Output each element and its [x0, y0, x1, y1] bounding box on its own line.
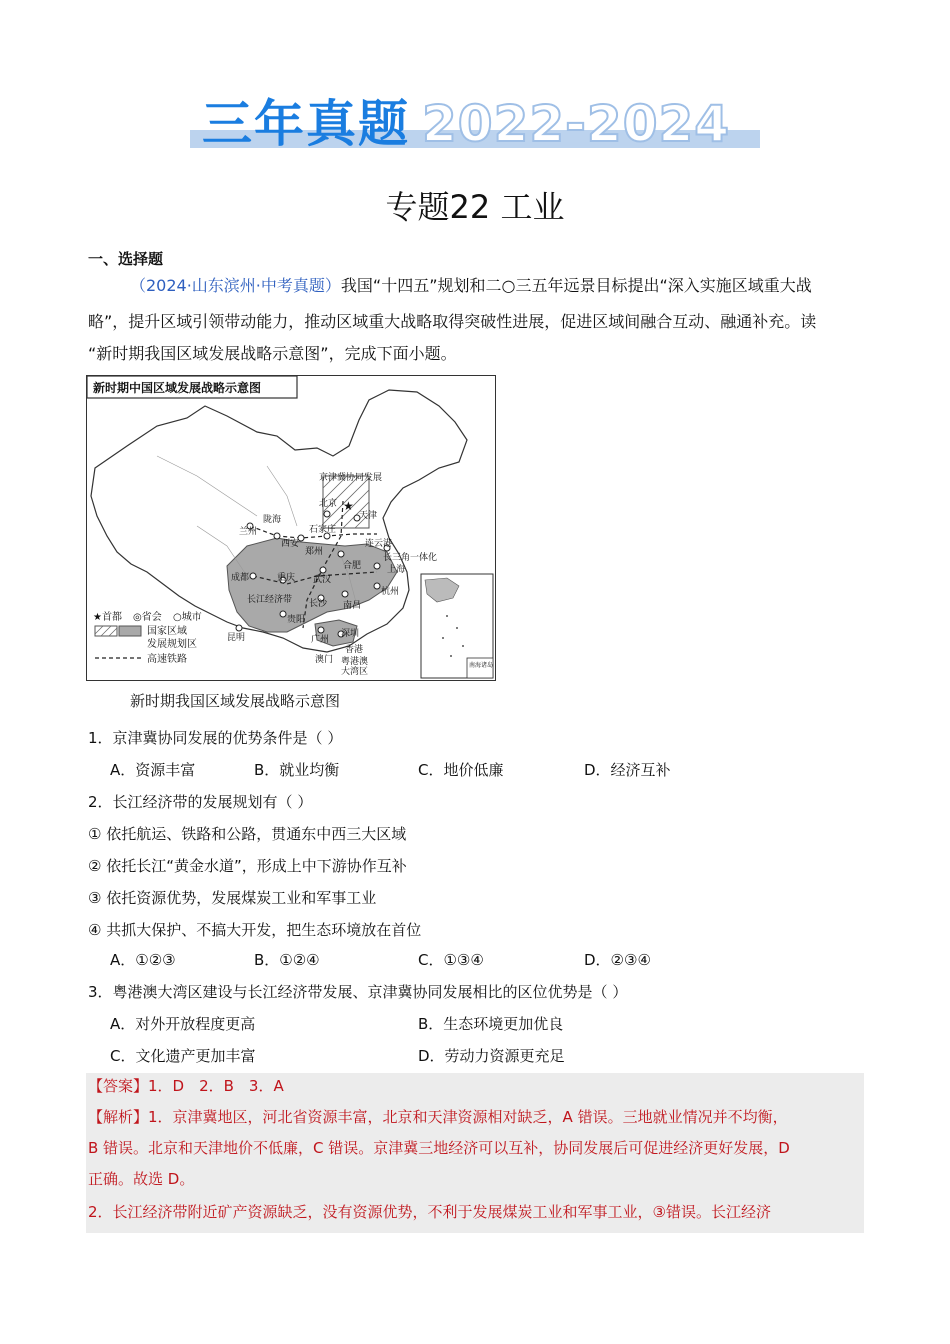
analysis-line-2: B 错误。北京和天津地价不低廉，C 错误。京津冀三地经济可以互补，协同发展后可促进经济更好发展，D	[88, 1139, 790, 1157]
question-source: （2024·山东滨州·中考真题）	[130, 276, 341, 295]
label-longhai: 陇海	[263, 515, 282, 525]
strategy-map	[86, 375, 496, 681]
intro-line-3: “新时期我国区域发展战略示意图”，完成下面小题。	[88, 344, 457, 363]
q2-option-a: A．①②③	[110, 951, 176, 969]
label-shijiazhuang: 石家庄	[309, 525, 337, 535]
banner-years-text: 2022-2024	[422, 95, 731, 153]
label-nanhai: 南海诸岛	[469, 662, 494, 669]
label-gba-2: 大湾区	[341, 667, 369, 677]
q1-option-b: B．就业均衡	[254, 761, 340, 779]
label-lianyungang: 连云港	[365, 539, 393, 549]
q1-option-a: A．资源丰富	[110, 761, 196, 779]
page-title: 专题22 工业	[385, 188, 565, 226]
label-zhengzhou: 郑州	[305, 547, 324, 557]
label-kunming: 昆明	[227, 633, 246, 643]
legend-rail: 高速铁路	[147, 654, 187, 665]
label-shenzhen: 深圳	[341, 629, 360, 639]
label-beijing: 北京	[319, 499, 338, 509]
banner-main-text: 三年真题	[202, 95, 410, 153]
question-1: 1．京津冀协同发展的优势条件是（ ）	[88, 729, 343, 747]
q2-item-4: ④ 共抓大保护、不搞大开发，把生态环境放在首位	[88, 921, 422, 939]
label-gba-1: 粤港澳	[341, 657, 369, 667]
figure-caption: 新时期我国区域发展战略示意图	[130, 692, 341, 710]
map-legend	[93, 610, 202, 665]
analysis-line-3: 正确。故选 D。	[88, 1170, 195, 1188]
q3-option-b: B．生态环境更加优良	[418, 1015, 564, 1033]
analysis-line-4: 2．长江经济带附近矿产资源缺乏，没有资源优势，不利于发展煤炭工业和军事工业，③错误。长江经济	[88, 1203, 771, 1221]
q3-option-a: A．对外开放程度更高	[110, 1015, 256, 1033]
q2-option-d: D．②③④	[584, 951, 651, 969]
label-hefei: 合肥	[343, 561, 362, 571]
label-changsha: 长沙	[309, 599, 328, 609]
q1-option-c: C．地价低廉	[418, 761, 504, 779]
question-3: 3．粤港澳大湾区建设与长江经济带发展、京津冀协同发展相比的区位优势是（ ）	[88, 983, 628, 1001]
svg-text:★: ★	[343, 499, 354, 513]
analysis-line-1: 【解析】1．京津冀地区，河北省资源丰富，北京和天津资源相对缺乏，A 错误。三地就业情况并不均衡，	[88, 1108, 788, 1126]
label-chengdu: 成都	[231, 573, 250, 583]
label-guiyang: 贵阳	[287, 615, 306, 625]
legend-zone-2: 发展规划区	[147, 639, 197, 650]
q3-option-d: D．劳动力资源更充足	[418, 1047, 565, 1065]
q3-option-c: C．文化遗产更加丰富	[110, 1047, 256, 1065]
label-wuhan: 武汉	[313, 575, 332, 585]
q2-item-3: ③ 依托资源优势，发展煤炭工业和军事工业	[88, 889, 377, 907]
label-xian: 西安	[281, 539, 300, 549]
label-chongqing: 重庆	[277, 573, 296, 583]
section-heading: 一、选择题	[88, 250, 164, 268]
q2-option-b: B．①②④	[254, 951, 320, 969]
legend-city: ○城市	[173, 612, 202, 623]
label-shanghai: 上海	[387, 565, 406, 575]
q2-option-c: C．①③④	[418, 951, 484, 969]
label-tianjin: 天津	[359, 511, 378, 521]
q2-item-1: ① 依托航运、铁路和公路，贯通东中西三大区域	[88, 825, 407, 843]
intro-line-2: 略”，提升区域引领带动能力，推动区域重大战略取得突破性进展，促进区域间融合互动、融通补充。读	[88, 312, 817, 331]
label-guangzhou: 广州	[311, 635, 330, 645]
label-yangtze-belt: 长江经济带	[247, 595, 293, 605]
intro-line-1: （2024·山东滨州·中考真题）我国“十四五”规划和二○三五年远景目标提出“深入实施区域重大战	[130, 276, 812, 295]
header-banner	[190, 96, 760, 156]
label-nanchang: 南昌	[343, 601, 362, 611]
label-lanzhou: 兰州	[239, 527, 258, 537]
q1-option-d: D．经济互补	[584, 761, 671, 779]
map-title: 新时期中国区域发展战略示意图	[93, 381, 262, 395]
label-aomen: 澳门	[315, 655, 334, 665]
label-jjj: 京津冀协同发展	[319, 473, 383, 483]
legend-province: ◎省会	[133, 612, 162, 623]
label-xianggang: 香港	[345, 645, 364, 655]
q2-item-2: ② 依托长江“黄金水道”，形成上中下游协作互补	[88, 857, 407, 875]
label-csj: 长三角一体化	[383, 553, 438, 563]
legend-zone-1: 国家区域	[147, 626, 187, 637]
answer-key: 【答案】1．D 2．B 3．A	[88, 1077, 284, 1095]
label-hangzhou: 杭州	[381, 587, 400, 597]
legend-capital: ★首都	[93, 612, 122, 623]
question-2: 2．长江经济带的发展规划有（ ）	[88, 793, 313, 811]
